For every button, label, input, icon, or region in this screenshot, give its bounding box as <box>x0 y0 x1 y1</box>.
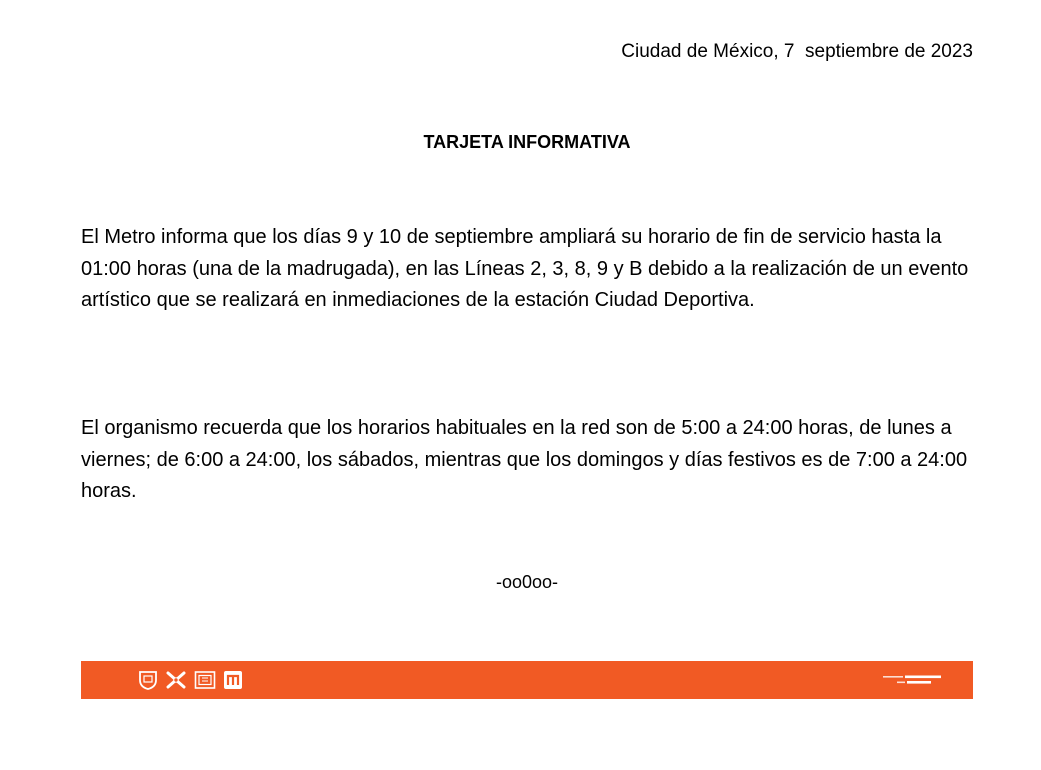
cdmx-slogan-logo <box>883 673 943 687</box>
cdmx-shield-logo-icon <box>138 670 158 690</box>
metro-logo-icon <box>223 670 243 690</box>
paragraph-2: El organismo recuerda que los horarios habituales en la red son de 5:00 a 24:00 horas, de lunes a viernes; de 6:00 a 24:00, los sábados, mientras que los domingos y días festivos es de 7:00 a 24:00 horas. <box>81 417 968 502</box>
document-title: TARJETA INFORMATIVA <box>423 132 631 152</box>
cdmx-x-logo-icon <box>165 670 187 690</box>
document-date: Ciudad de México, 7 septiembre de 2023 <box>621 41 973 62</box>
frame-logo-icon <box>194 670 216 690</box>
footer-bar <box>81 661 973 699</box>
footer-logos <box>138 670 243 690</box>
separator: -oo0oo- <box>495 572 559 592</box>
paragraph-1: El Metro informa que los días 9 y 10 de septiembre ampliará su horario de fin de servicio hasta la 01:00 horas (una de la madrugada), en las Líneas 2, 3, 8, 9 y B debido a la realización de un evento artístico que se realizará en inmediaciones de la estación Ciudad Deportiva. <box>81 226 969 311</box>
